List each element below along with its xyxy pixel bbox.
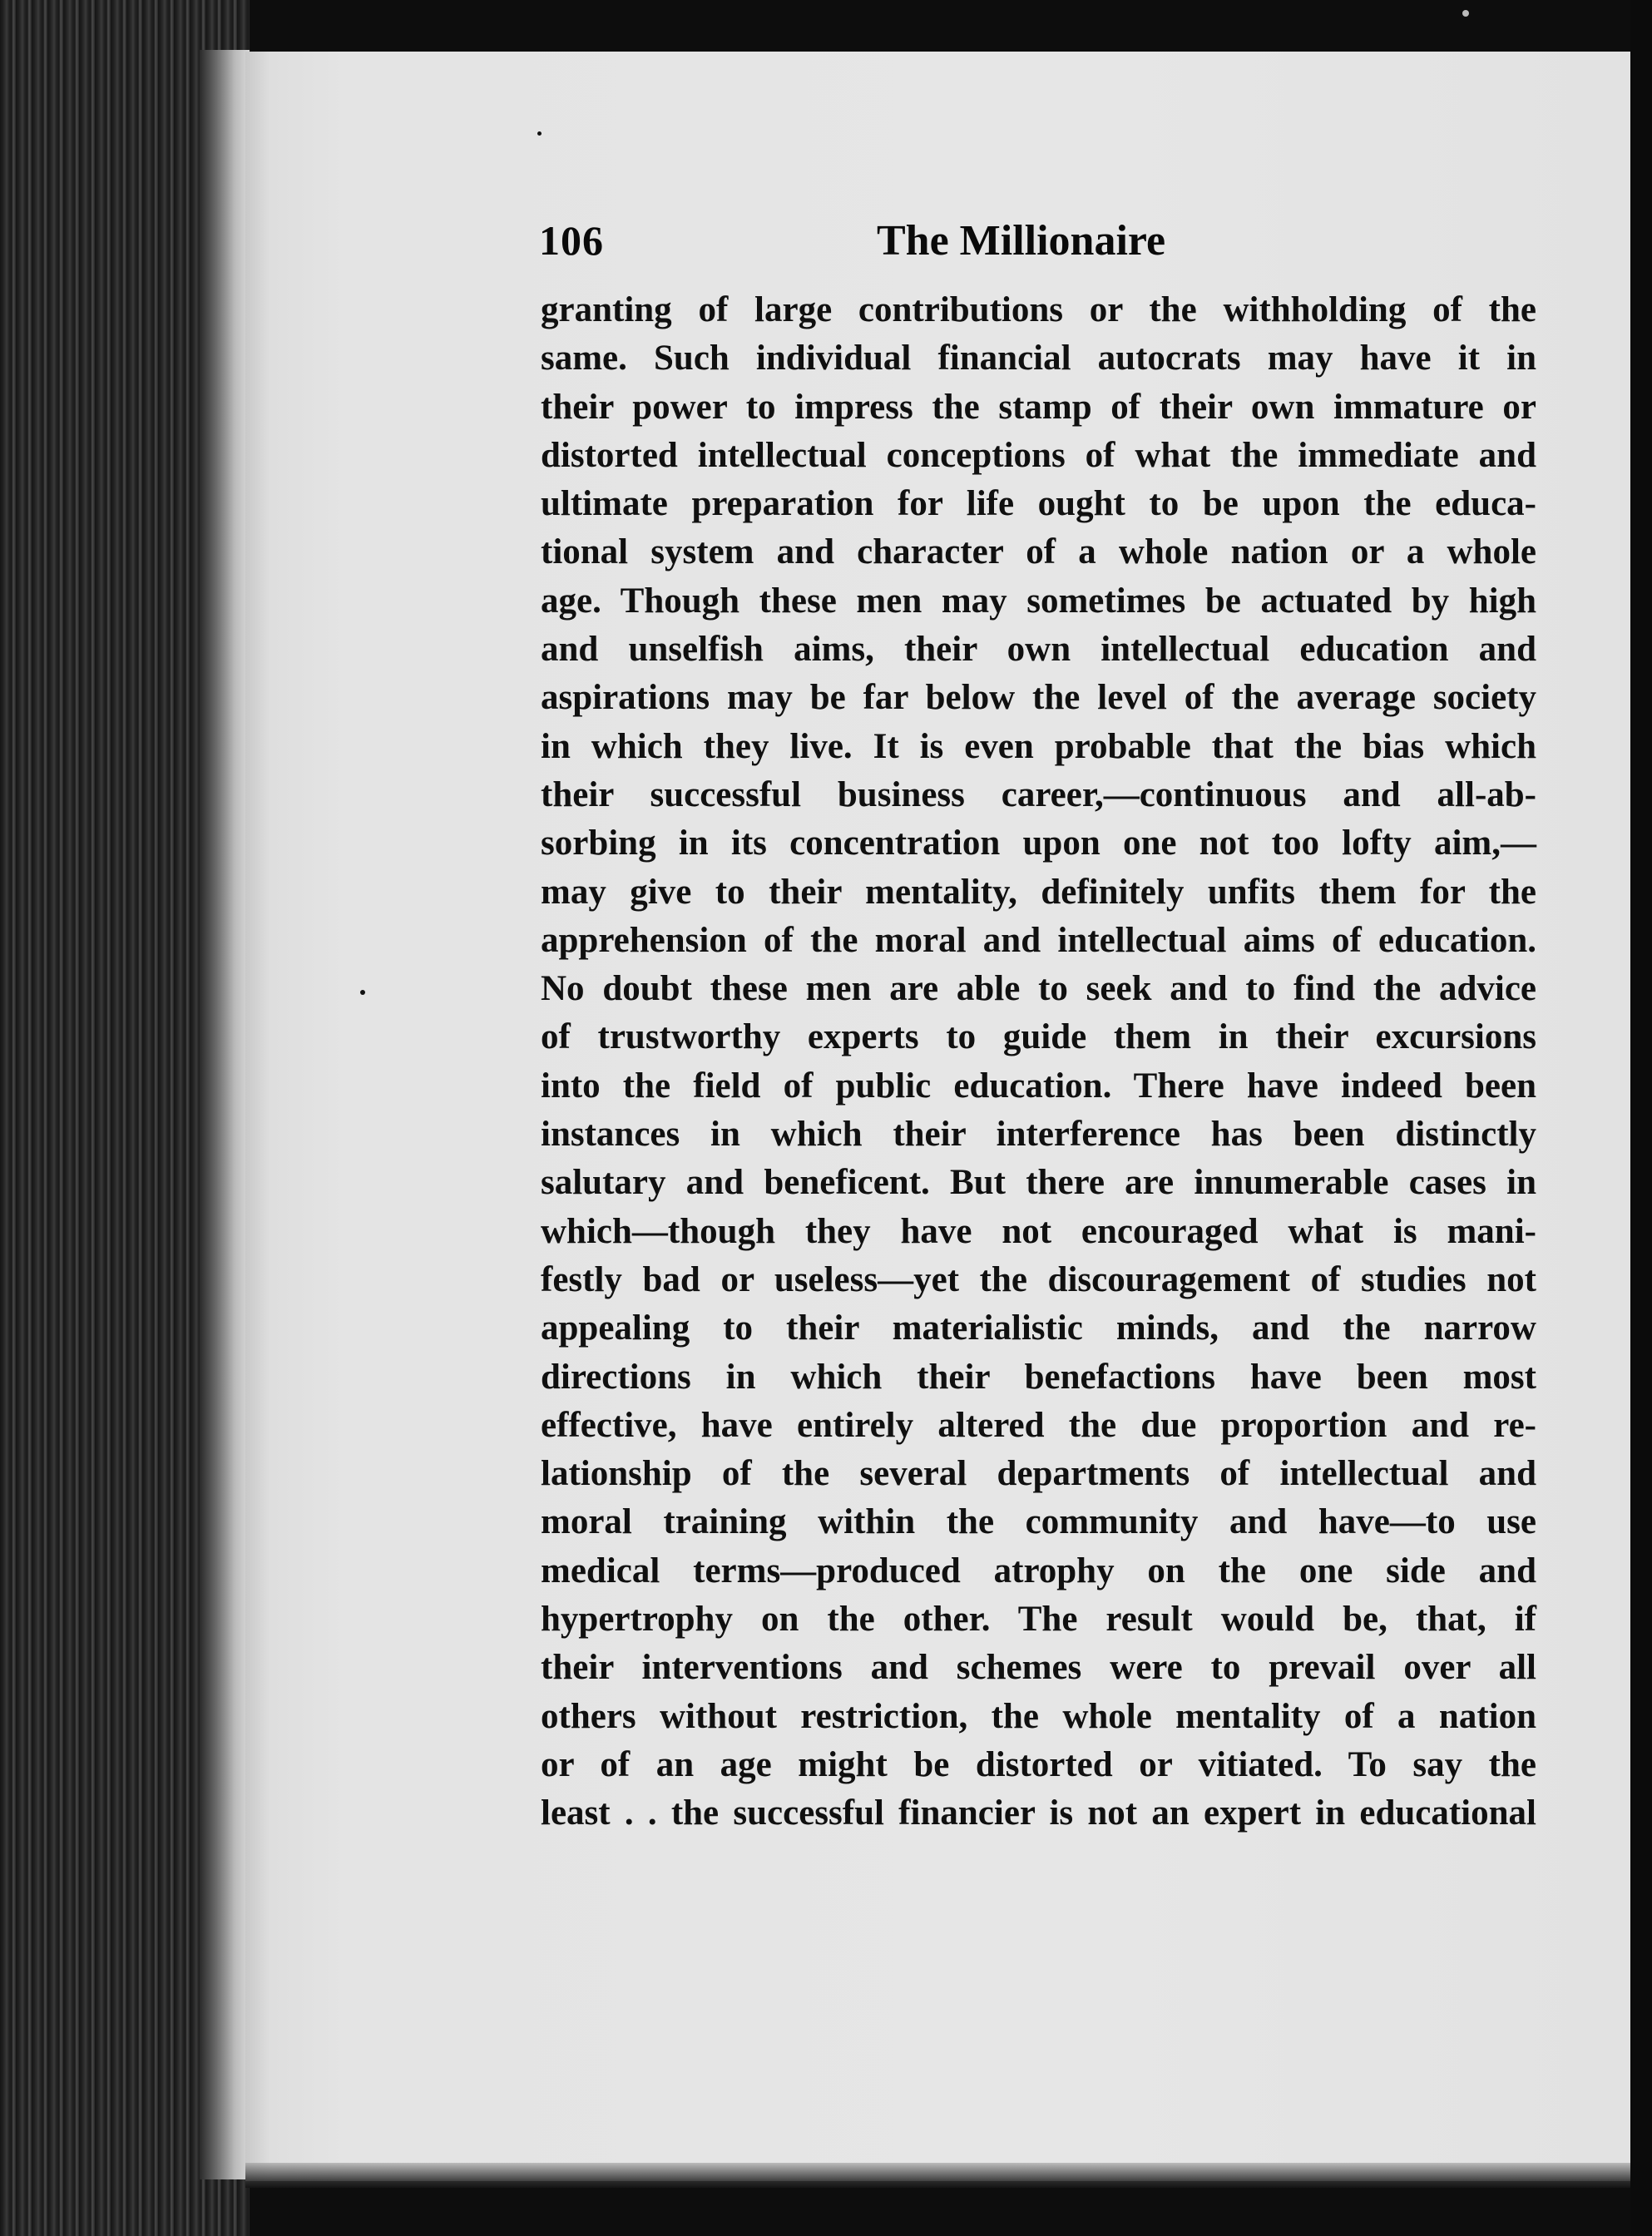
text-line: festly bad or useless—yet the discouragement of studies not: [541, 1259, 1536, 1299]
text-line: their power to impress the stamp of their own immature or: [541, 387, 1536, 427]
text-line: appealing to their materialistic minds, and the narrow: [541, 1308, 1536, 1348]
text-line: directions in which their benefactions have been most: [541, 1357, 1536, 1397]
text-line: No doubt these men are able to seek and to find the advice: [541, 969, 1536, 1009]
page-header: [539, 216, 1537, 283]
text-line: may give to their mentality, definitely unfits them for the: [541, 872, 1536, 912]
text-line: medical terms—produced atrophy on the one side and: [541, 1551, 1536, 1590]
page-bottom-edge: [245, 2163, 1636, 2188]
text-line: in which they live. It is even probable that the bias which: [541, 726, 1536, 766]
text-line: apprehension of the moral and intellectual aims of education.: [541, 920, 1536, 960]
text-line: sorbing in its concentration upon one not too lofty aim,—: [541, 824, 1536, 863]
text-line: same. Such individual financial autocrats may have it in: [541, 339, 1536, 378]
text-line: granting of large contributions or the withholding of the: [541, 290, 1536, 329]
page-number: 106: [539, 217, 604, 264]
text-line: tional system and character of a whole nation or a whole: [541, 532, 1536, 572]
text-line: ultimate preparation for life ought to be upon the educa-: [541, 484, 1536, 524]
scan-border-right: [1630, 0, 1652, 2236]
text-line: lationship of the several departments of intellectual and: [541, 1454, 1536, 1494]
text-line: instances in which their interference has been distinctly: [541, 1115, 1536, 1155]
text-line: age. Though these men may sometimes be actuated by high: [541, 581, 1536, 621]
text-line: aspirations may be far below the level of the average society: [541, 678, 1536, 718]
text-line: moral training within the community and have—to use: [541, 1502, 1536, 1542]
scan-speck: [360, 990, 365, 995]
scan-speck: [537, 131, 542, 136]
body-text: [541, 286, 1536, 1838]
text-line: hypertrophy on the other. The result would be, that, if: [541, 1600, 1536, 1640]
text-line: least . . the successful financier is not an expert in educational: [541, 1793, 1536, 1833]
text-line: effective, have entirely altered the due proportion and re-: [541, 1405, 1536, 1445]
text-line: or of an age might be distorted or vitiated. To say the: [541, 1744, 1536, 1784]
text-line: which—though they have not encouraged what is mani-: [541, 1211, 1536, 1251]
running-title: The Millionaire: [877, 217, 1166, 265]
page-stack-edge: [200, 50, 250, 2179]
text-line: their successful business career,—continuous and all-ab-: [541, 774, 1536, 814]
text-line: into the field of public education. There have indeed been: [541, 1066, 1536, 1106]
text-line: and unselfish aims, their own intellectual education and: [541, 630, 1536, 670]
text-line: distorted intellectual conceptions of what the immediate and: [541, 435, 1536, 475]
scan-speck: [1462, 10, 1469, 17]
text-line: others without restriction, the whole mentality of a nation: [541, 1696, 1536, 1736]
text-line: their interventions and schemes were to prevail over all: [541, 1648, 1536, 1688]
text-line: of trustworthy experts to guide them in their excursions: [541, 1017, 1536, 1057]
text-line: salutary and beneficent. But there are innumerable cases in: [541, 1163, 1536, 1203]
